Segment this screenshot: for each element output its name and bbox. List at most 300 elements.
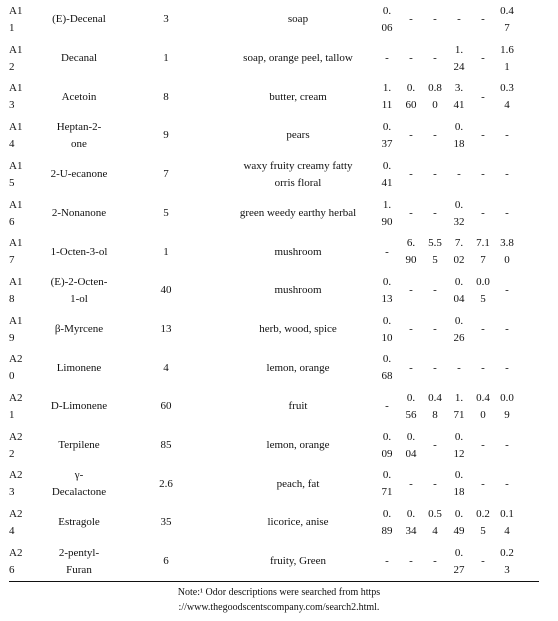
cell-value-6: [496, 283, 518, 297]
cell-value-2-line: -: [409, 13, 413, 26]
cell-value-4: [448, 361, 470, 375]
cell-compound-line: Decanal: [60, 52, 98, 65]
cell-id-line: A1: [9, 5, 23, 17]
cell-value-5-line: -: [481, 13, 485, 26]
cell-value-5: [472, 12, 494, 26]
cell-value-1-line: 06: [381, 22, 393, 34]
cell-threshold: [146, 515, 186, 529]
cell-value-2: [400, 51, 422, 65]
cell-value-1: [376, 119, 398, 153]
cell-value-4-line: 0.: [454, 469, 464, 482]
cell-compound-line: Furan: [66, 563, 92, 576]
cell-id: [9, 313, 33, 347]
cell-value-5-line: 0: [480, 409, 486, 421]
cell-value-5-line: -: [481, 361, 485, 374]
cell-id-line: 1: [9, 409, 15, 421]
cell-id-line: 3: [9, 486, 15, 499]
cell-threshold-line: 9: [163, 129, 169, 142]
cell-odor-line: pears: [286, 129, 310, 142]
cell-value-2: [400, 283, 422, 297]
cell-value-2-line: 0.: [406, 430, 416, 443]
cell-threshold-line: 6: [163, 555, 169, 568]
cell-threshold-line: 7: [163, 168, 169, 181]
cell-value-4: [448, 119, 470, 153]
cell-value-2: [400, 506, 422, 540]
cell-value-2-line: 0.: [406, 82, 416, 95]
cell-compound: [40, 322, 118, 336]
cell-value-4-line: 7.: [454, 237, 464, 250]
cell-value-3: [424, 361, 446, 375]
cell-value-6-line: 7: [504, 22, 510, 34]
cell-value-1: [376, 51, 398, 65]
cell-value-3: [424, 235, 446, 269]
cell-value-4-line: 12: [453, 447, 465, 460]
cell-value-2-line: 90: [405, 254, 417, 267]
cell-compound: [40, 12, 118, 26]
cell-threshold: [146, 399, 186, 413]
cell-value-5-line: 0.2: [476, 508, 490, 521]
cell-odor-line: green weedy earthy herbal: [239, 206, 357, 219]
cell-value-2: [400, 235, 422, 269]
cell-value-6-line: 0.0: [500, 392, 514, 404]
cell-value-4-line: 18: [453, 138, 465, 151]
cell-value-6: [496, 506, 518, 540]
cell-odor-line: herb, wood, spice: [259, 322, 337, 335]
cell-compound-line: 2-Nonanone: [51, 206, 107, 219]
cell-compound-line: β-Myrcene: [54, 322, 104, 335]
cell-value-6-line: 0.1: [500, 508, 514, 521]
cell-compound: [40, 467, 118, 501]
cell-compound: [40, 51, 118, 65]
cell-value-6-line: 4: [504, 99, 510, 112]
cell-value-2-line: -: [409, 555, 413, 568]
cell-value-5-line: -: [481, 477, 485, 490]
cell-value-1-line: 11: [381, 99, 393, 112]
cell-value-2-line: 60: [405, 99, 417, 112]
cell-id-line: 2: [9, 447, 15, 460]
cell-threshold: [146, 322, 186, 336]
cell-threshold: [146, 245, 186, 259]
cell-value-5-line: -: [481, 439, 485, 452]
cell-value-6-line: -: [505, 322, 509, 335]
cell-threshold: [146, 51, 186, 65]
cell-threshold: [146, 361, 186, 375]
cell-value-6-line: 4: [504, 525, 510, 538]
cell-value-5: [472, 322, 494, 336]
cell-odor-line: orris floral: [274, 176, 322, 189]
cell-compound-line: Estragole: [58, 516, 100, 529]
cell-value-4-line: 32: [453, 215, 465, 228]
cell-id: [9, 351, 33, 385]
cell-value-5-line: -: [481, 168, 485, 181]
cell-value-4-line: 0.: [454, 508, 464, 521]
cell-value-1-line: 0.: [382, 314, 392, 327]
cell-id: [9, 197, 33, 231]
cell-value-1-line: -: [385, 52, 389, 65]
cell-value-4-line: -: [457, 13, 461, 26]
cell-compound-line: Acetoin: [61, 90, 97, 103]
cell-value-2: [400, 477, 422, 491]
cell-value-6: [496, 477, 518, 491]
cell-compound: [40, 167, 118, 181]
cell-id-line: 2: [9, 60, 15, 73]
cell-odor: [211, 245, 385, 259]
cell-compound-line: Limonene: [56, 361, 102, 374]
cell-threshold-line: 40: [160, 284, 172, 297]
cell-value-4: [448, 274, 470, 308]
cell-id-line: 1: [9, 22, 15, 34]
cell-value-3-line: 5: [432, 254, 438, 267]
cell-value-3-line: -: [433, 168, 437, 181]
cell-compound-line: Terpilene: [58, 439, 100, 452]
cell-odor: [211, 90, 385, 104]
cell-compound-line: one: [71, 138, 87, 151]
cell-value-3-line: 0.4: [428, 392, 442, 404]
cell-value-4: [448, 12, 470, 26]
cell-value-1: [376, 554, 398, 568]
cell-threshold-line: 60: [160, 400, 172, 413]
cell-value-2-line: -: [409, 322, 413, 335]
cell-odor: [211, 206, 385, 220]
cell-value-1-line: 41: [381, 176, 393, 189]
table-row: [9, 232, 539, 271]
cell-value-1-line: 0.: [382, 469, 392, 482]
cell-value-6: [496, 361, 518, 375]
cell-id-line: A1: [9, 237, 23, 250]
cell-value-4: [448, 545, 470, 579]
cell-threshold: [146, 554, 186, 568]
cell-value-6: [496, 80, 518, 114]
cell-value-1-line: -: [385, 400, 389, 413]
cell-value-6: [496, 545, 518, 579]
cell-value-2-line: -: [409, 206, 413, 219]
cell-value-6: [496, 128, 518, 142]
cell-value-4-line: 41: [453, 99, 465, 112]
cell-odor: [211, 322, 385, 336]
cell-value-6: [496, 235, 518, 269]
cell-threshold-line: 85: [160, 439, 172, 452]
cell-value-4: [448, 80, 470, 114]
cell-id-line: A1: [9, 159, 23, 172]
cell-value-2: [400, 128, 422, 142]
cell-value-4-line: 26: [453, 331, 465, 344]
cell-value-6: [496, 390, 518, 424]
cell-value-3-line: -: [433, 52, 437, 65]
table-row: [9, 0, 539, 39]
cell-value-3-line: 0: [432, 99, 438, 112]
cell-value-4: [448, 235, 470, 269]
cell-odor: [211, 438, 385, 452]
cell-threshold-line: 2.6: [159, 477, 173, 490]
cell-odor-line: mushroom: [274, 245, 322, 258]
cell-threshold-line: 13: [160, 322, 172, 335]
cell-value-1-line: 0.: [382, 121, 392, 134]
table-row: [9, 503, 539, 542]
cell-odor: [211, 283, 385, 297]
cell-value-6: [496, 206, 518, 220]
cell-odor-line: fruit: [288, 400, 308, 413]
cell-value-1: [376, 351, 398, 385]
cell-odor-line: butter, cream: [269, 90, 327, 103]
cell-value-5-line: -: [481, 322, 485, 335]
cell-value-2: [400, 554, 422, 568]
cell-id-line: A2: [9, 392, 23, 404]
note-line-1: Note:¹ Odor descriptions were searched from https: [177, 587, 381, 598]
cell-value-2: [400, 429, 422, 463]
cell-value-1-line: 0.: [382, 508, 392, 521]
cell-threshold: [146, 128, 186, 142]
cell-odor-line: lemon, orange: [266, 439, 330, 452]
cell-id-line: A2: [9, 430, 23, 443]
cell-value-5-line: -: [481, 90, 485, 103]
cell-value-5-line: -: [481, 206, 485, 219]
cell-value-1-line: 09: [381, 447, 393, 460]
cell-value-5: [472, 167, 494, 181]
cell-value-4: [448, 313, 470, 347]
cell-id-line: A2: [9, 546, 23, 559]
cell-id-line: 4: [9, 138, 15, 151]
cell-value-1: [376, 467, 398, 501]
cell-id-line: A1: [9, 43, 23, 56]
cell-id: [9, 545, 33, 579]
cell-compound-line: 2-pentyl-: [58, 546, 100, 559]
cell-value-6: [496, 438, 518, 452]
table-row: [9, 194, 539, 233]
cell-id: [9, 3, 33, 37]
cell-compound-line: γ-: [74, 469, 84, 482]
cell-value-4: [448, 429, 470, 463]
table-row: [9, 77, 539, 116]
cell-threshold-line: 1: [163, 52, 169, 65]
cell-value-5: [472, 90, 494, 104]
cell-id: [9, 235, 33, 269]
cell-id: [9, 467, 33, 501]
cell-value-1-line: 68: [381, 370, 393, 383]
cell-value-4-line: 18: [453, 486, 465, 499]
cell-value-5-line: -: [481, 52, 485, 65]
cell-compound: [40, 274, 118, 308]
cell-value-1-line: 90: [381, 215, 393, 228]
cell-odor: [211, 12, 385, 26]
cell-value-3: [424, 322, 446, 336]
cell-value-6-line: 0: [504, 254, 510, 267]
cell-threshold-line: 1: [163, 245, 169, 258]
cell-threshold-line: 8: [163, 90, 169, 103]
cell-value-4-line: -: [457, 168, 461, 181]
cell-value-4: [448, 42, 470, 76]
table-row: [9, 271, 539, 310]
cell-id: [9, 119, 33, 153]
cell-value-1-line: 0.: [382, 430, 392, 443]
cell-value-1-line: 89: [381, 525, 393, 538]
cell-value-2-line: 0.: [406, 508, 416, 521]
cell-compound: [40, 438, 118, 452]
cell-value-3: [424, 506, 446, 540]
cell-value-3-line: -: [433, 555, 437, 568]
cell-value-2: [400, 322, 422, 336]
cell-compound: [40, 361, 118, 375]
cell-compound: [40, 545, 118, 579]
cell-value-4: [448, 506, 470, 540]
cell-value-6-line: 3.8: [500, 237, 514, 250]
cell-value-1-line: 37: [381, 138, 393, 151]
cell-odor: [211, 399, 385, 413]
cell-value-2: [400, 167, 422, 181]
cell-value-3: [424, 390, 446, 424]
cell-id-line: A1: [9, 198, 23, 211]
table-row: [9, 464, 539, 503]
cell-compound-line: (E)-2-Octen-: [50, 275, 108, 288]
cell-compound-line: 1-ol: [70, 292, 88, 305]
cell-value-4-line: 0.: [454, 121, 464, 134]
cell-value-2: [400, 361, 422, 375]
cell-id-line: A2: [9, 469, 23, 482]
cell-value-4: [448, 167, 470, 181]
table-row: [9, 39, 539, 78]
cell-value-1: [376, 158, 398, 192]
cell-value-3-line: -: [433, 206, 437, 219]
cell-value-6-line: 3: [504, 563, 510, 576]
cell-value-2-line: -: [409, 129, 413, 142]
cell-odor: [211, 51, 385, 65]
cell-value-6: [496, 167, 518, 181]
cell-value-6-line: -: [505, 206, 509, 219]
table-row: [9, 348, 539, 387]
cell-compound: [40, 245, 118, 259]
cell-threshold-line: 3: [163, 13, 169, 26]
cell-value-1: [376, 313, 398, 347]
cell-value-6-line: 1.6: [500, 43, 514, 56]
cell-value-4-line: 0.: [454, 546, 464, 559]
cell-compound: [40, 206, 118, 220]
cell-value-2-line: -: [409, 477, 413, 490]
cell-value-6-line: -: [505, 284, 509, 297]
cell-value-1-line: 1.: [382, 82, 392, 95]
cell-value-6-line: -: [505, 477, 509, 490]
cell-value-4-line: -: [457, 361, 461, 374]
cell-value-6: [496, 322, 518, 336]
cell-value-4-line: 02: [453, 254, 465, 267]
cell-value-5: [472, 361, 494, 375]
cell-odor-line: peach, fat: [276, 477, 320, 490]
cell-value-3-line: 0.8: [428, 82, 442, 95]
cell-value-3: [424, 167, 446, 181]
cell-value-2-line: -: [409, 168, 413, 181]
cell-value-4-line: 1.: [454, 43, 464, 56]
cell-threshold-line: 35: [160, 516, 172, 529]
cell-value-2: [400, 206, 422, 220]
cell-value-3-line: -: [433, 284, 437, 297]
cell-value-6: [496, 42, 518, 76]
cell-id: [9, 42, 33, 76]
cell-value-6-line: 9: [504, 409, 510, 421]
cell-value-5: [472, 554, 494, 568]
cell-value-4: [448, 467, 470, 501]
cell-value-3-line: -: [433, 439, 437, 452]
cell-value-4-line: 27: [453, 563, 465, 576]
cell-id-line: 6: [9, 215, 15, 228]
cell-value-5: [472, 506, 494, 540]
cell-value-2-line: 6.: [406, 237, 416, 250]
cell-value-5-line: 5: [480, 525, 486, 538]
note-line-2: ://www.thegoodscentscompany.com/search2.html.: [178, 602, 380, 613]
cell-odor: [211, 515, 385, 529]
cell-value-3-line: 8: [432, 409, 438, 421]
cell-id: [9, 80, 33, 114]
cell-value-6: [496, 3, 518, 37]
cell-value-1: [376, 245, 398, 259]
cell-value-5-line: 0.0: [476, 275, 490, 288]
cell-value-5: [472, 206, 494, 220]
cell-value-3: [424, 206, 446, 220]
cell-value-5: [472, 235, 494, 269]
cell-odor: [211, 158, 385, 192]
cell-value-5-line: 5: [480, 292, 486, 305]
cell-compound: [40, 515, 118, 529]
cell-odor-line: lemon, orange: [266, 361, 330, 374]
table-row: [9, 116, 539, 155]
cell-value-1-line: 13: [381, 292, 393, 305]
cell-value-1-line: 1.: [382, 198, 392, 211]
cell-value-3: [424, 128, 446, 142]
cell-value-4: [448, 197, 470, 231]
cell-value-6-line: 0.2: [500, 546, 514, 559]
cell-threshold: [146, 167, 186, 181]
cell-odor: [211, 477, 385, 491]
cell-odor-line: soap: [287, 13, 309, 26]
cell-threshold: [146, 206, 186, 220]
cell-value-1: [376, 3, 398, 37]
cell-value-3: [424, 554, 446, 568]
cell-value-3-line: -: [433, 477, 437, 490]
cell-threshold-line: 4: [163, 361, 169, 374]
cell-compound-line: D-Limonene: [50, 400, 108, 413]
cell-threshold: [146, 90, 186, 104]
cell-value-2: [400, 80, 422, 114]
cell-odor-line: soap, orange peel, tallow: [243, 52, 353, 65]
cell-id-line: A2: [9, 353, 23, 366]
cell-value-4-line: 0.: [454, 198, 464, 211]
table-row: [9, 387, 539, 426]
cell-value-3-line: -: [433, 13, 437, 26]
cell-value-4-line: 04: [453, 292, 465, 305]
cell-compound: [40, 399, 118, 413]
cell-id-line: 4: [9, 525, 15, 538]
cell-value-2: [400, 12, 422, 26]
cell-value-6-line: -: [505, 361, 509, 374]
cell-value-6-line: -: [505, 439, 509, 452]
cell-compound-line: Decalactone: [51, 486, 107, 499]
cell-value-2-line: 0.: [406, 392, 416, 404]
cell-id-line: A1: [9, 82, 23, 95]
cell-id: [9, 506, 33, 540]
cell-compound-line: 1-Octen-3-ol: [50, 245, 108, 258]
cell-value-5: [472, 128, 494, 142]
cell-threshold: [146, 12, 186, 26]
cell-value-5: [472, 51, 494, 65]
cell-odor-line: licorice, anise: [267, 516, 329, 529]
cell-value-4-line: 0.: [454, 275, 464, 288]
table-note: [0, 585, 558, 615]
cell-value-3-line: -: [433, 322, 437, 335]
cell-value-1-line: 0.: [382, 159, 392, 172]
cell-value-3: [424, 51, 446, 65]
cell-id: [9, 429, 33, 463]
cell-value-1: [376, 274, 398, 308]
cell-id-line: 3: [9, 99, 15, 112]
cell-id: [9, 274, 33, 308]
cell-value-4-line: 3.: [454, 82, 464, 95]
